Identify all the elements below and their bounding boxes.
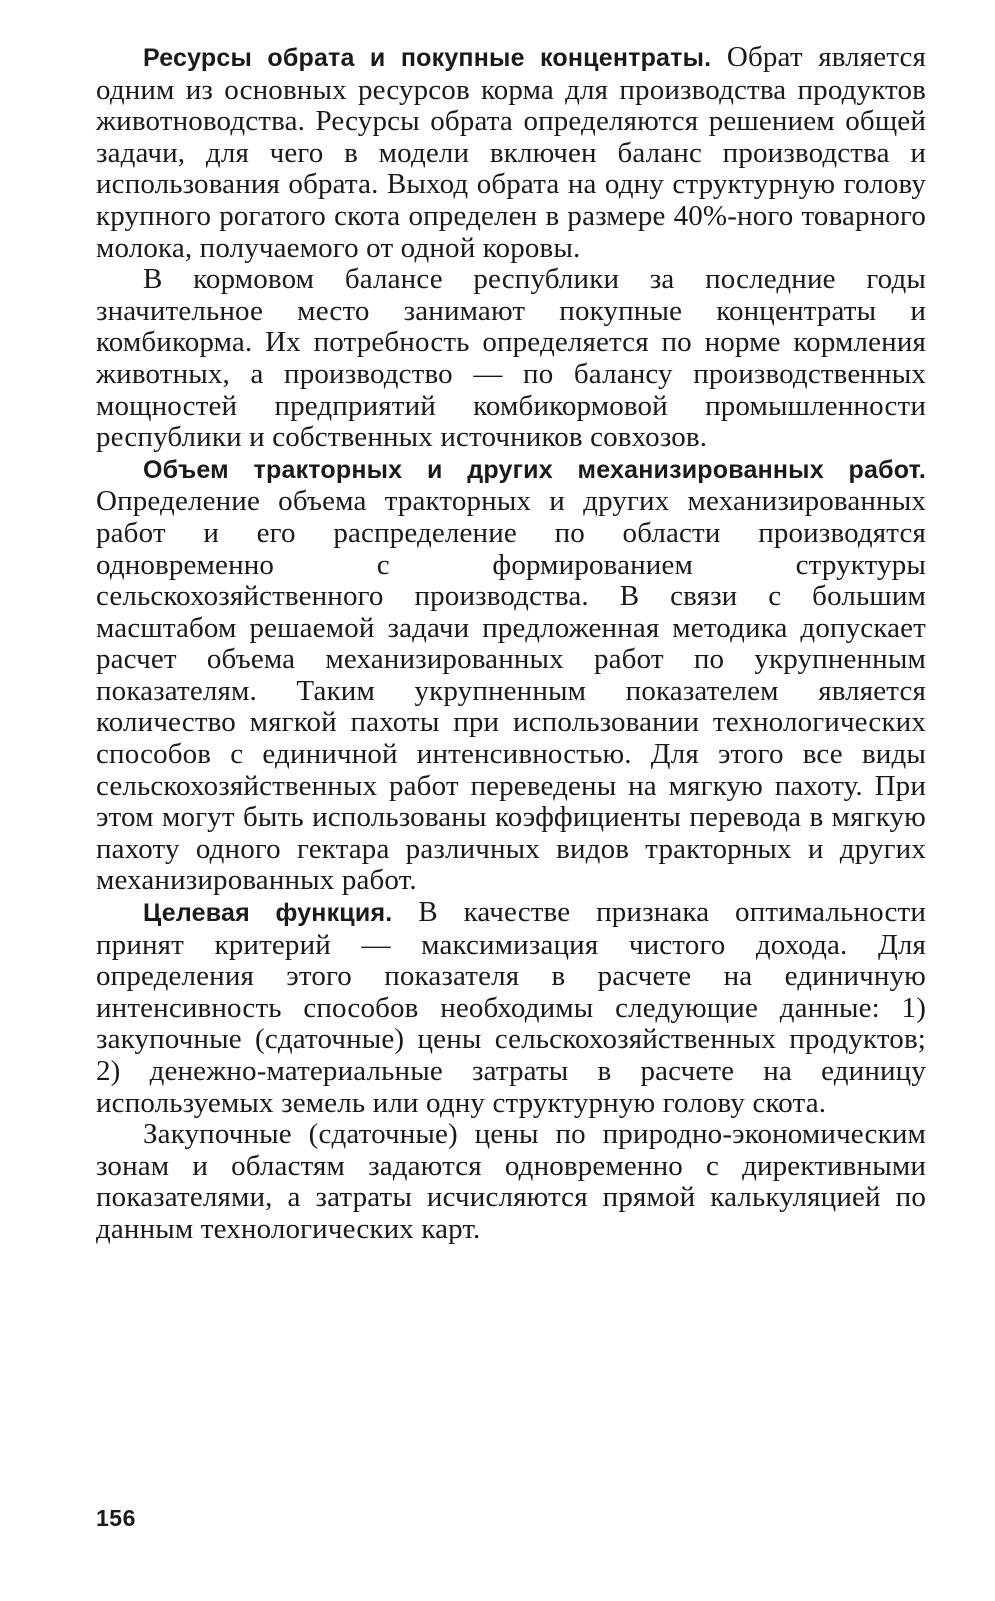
paragraph-text: Обрат является одним из основных ресурсов корма для производства продуктов животноводства. Ресурсы обрата определяются решением общей задачи, для чего в модели включен баланс производства и использования обрата. Выход обрата на одну структурную голову крупного рогатого скота определен в размере 40%-ного товарного молока, получаемого от одной коровы.	[96, 41, 927, 264]
paragraph-purchase-prices	[96, 1119, 926, 1245]
paragraph-text: В качестве признака оптимальности принят критерий — максимизация чистого дохода. Для определения этого показателя в расчете на единичную интенсивность способов необходимы следующие данные: 1) закупочные (сдаточные) цены сельскохозяйственных продуктов; 2) денежно-материальные затраты в расчете на единицу используемых земель или одну структурную голову скота.	[96, 896, 927, 1119]
section-heading-skim-milk: Ресурсы обрата и покупные концентраты.	[143, 44, 712, 72]
paragraph-feed-balance	[96, 264, 926, 454]
paragraph-objective-function	[96, 897, 926, 1119]
paragraph-mechanized-work	[96, 454, 926, 897]
paragraph-text: В кормовом балансе республики за последние годы значительное место занимают покупные концентраты и комбикорма. Их потребность определяется по норме кормления животных, а производство — по балансу производственных мощностей предприятий комбикормовой промышленности республики и собственных источников совхозов.	[96, 263, 926, 454]
body-text	[96, 42, 926, 1246]
paragraph-skim-milk-resources	[96, 42, 926, 264]
page-number: 156	[96, 1505, 136, 1531]
paragraph-text: Закупочные (сдаточные) цены по природно-экономическим зонам и областям задаются одновременно с директивными показателями, а затраты исчисляются прямой калькуляцией по данным технологических карт.	[96, 1118, 926, 1245]
section-heading-mechanized-work: Объем тракторных и других механизированных работ.	[143, 455, 926, 484]
paragraph-text: Определение объема тракторных и других механизированных работ и его распределение по области производятся одновременно с формированием структуры сельскохозяйственного производства. В связи с большим масштабом решаемой задачи предложенная методика допускает расчет объема механизированных работ по укрупненным показателям. Таким укрупненным показателем является количество мягкой пахоты при использовании технологических способов с единичной интенсивностью. Для этого все виды сельскохозяйственных работ переведены на мягкую пахоту. При этом могут быть использованы коэффициенты перевода в мягкую пахоту одного гектара различных видов тракторных и других механизированных работ.	[96, 485, 926, 897]
section-heading-objective-function: Целевая функция.	[143, 899, 393, 928]
